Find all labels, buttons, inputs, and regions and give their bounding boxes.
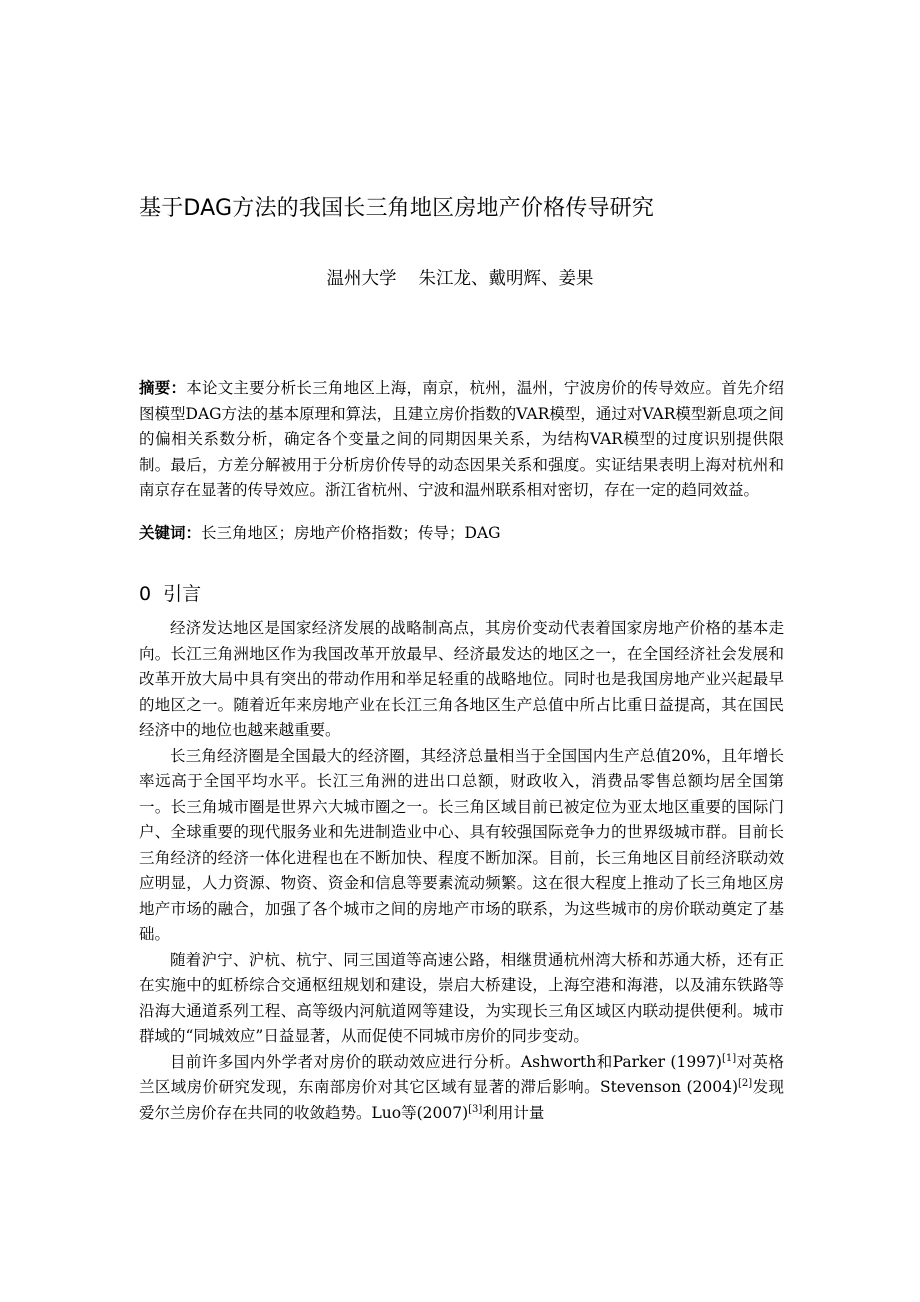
citation-3: [3] <box>468 1103 483 1115</box>
paragraph-4 <box>139 1050 784 1127</box>
keywords-text: 长三角地区；房地产价格指数；传导；DAG <box>201 524 501 542</box>
citation-2: [2] <box>738 1078 753 1089</box>
paragraph-4-text-c: 发现爱尔兰房价存在共同的收敛趋势。Luo等(2007) <box>139 1078 784 1122</box>
abstract <box>139 376 784 504</box>
abstract-label: 摘要： <box>139 379 187 397</box>
paper-title: 基于DAG方法的我国长三角地区房地产价格传导研究 <box>139 196 655 221</box>
paragraph-2: 长三角经济圈是全国最大的经济圈，其经济总量相当于全国国内生产总值20%，且年增长率远高于全国平均水平。长江三角洲的进出口总额，财政收入，消费品零售总额均居全国第一。长三角城市圈是世界六大城市圈之一。长三角区域目前已被定位为亚太地区重要的国际门户、全球重要的现代服务业和先进制造业中心、具有较强国际竞争力的世界级城市群。目前长三角经济的经济一体化进程也在不断加快、程度不断加深。目前，长三角地区目前经济联动效应明显，人力资源、物资、资金和信息等要素流动频繁。这在很大程度上推动了长三角地区房地产市场的融合，加强了各个城市之间的房地产市场的联系，为这些城市的房价联动奠定了基础。 <box>139 746 784 943</box>
paragraph-4-text-a: 目前许多国内外学者对房价的联动效应进行分析。Ashworth和Parker (1997) <box>170 1052 722 1071</box>
section-title: 引言 <box>163 583 202 605</box>
paragraph-4-text-b: 对英格兰区域房价研究发现，东南部房价对其它区域有显著的滞后影响。Stevenson (2004) <box>139 1052 784 1096</box>
section-heading <box>139 580 201 608</box>
paragraph-4-text-d: 利用计量 <box>482 1103 545 1122</box>
section-number: 0 <box>139 583 152 605</box>
author-affiliation: 温州大学 <box>326 269 397 289</box>
author-line <box>0 265 920 293</box>
keywords <box>139 521 784 547</box>
body-text <box>139 616 784 1126</box>
abstract-text: 本论文主要分析长三角地区上海，南京，杭州，温州，宁波房价的传导效应。首先介绍图模型DAG方法的基本原理和算法，且建立房价指数的VAR模型，通过对VAR模型新息项之间的偏相关系数分析，确定各个变量之间的同期因果关系，为结构VAR模型的过度识别提供限制。最后，方差分解被用于分析房价传导的动态因果关系和强度。实证结果表明上海对杭州和南京存在显著的传导效应。浙江省杭州、宁波和温州联系相对密切，存在一定的趋同效益。 <box>139 379 784 499</box>
citation-1: [1] <box>721 1052 737 1064</box>
paragraph-1: 经济发达地区是国家经济发展的战略制高点，其房价变动代表着国家房地产价格的基本走向。长江三角洲地区作为我国改革开放最早、经济最发达的地区之一，在全国经济社会发展和改革开放大局中具有突出的带动作用和举足轻重的战略地位。同时也是我国房地产业兴起最早的地区之一。随着近年来房地产业在长江三角各地区生产总值中所占比重日益提高，其在国民经济中的地位也越来越重要。 <box>139 619 784 739</box>
author-names: 朱江龙、戴明辉、姜果 <box>418 269 594 289</box>
paragraph-3: 随着沪宁、沪杭、杭宁、同三国道等高速公路，相继贯通杭州湾大桥和苏通大桥，还有正在实施中的虹桥综合交通枢纽规划和建设，崇启大桥建设，上海空港和海港，以及浦东铁路等沿海大通道系列工程、高等级内河航道网等建设，为实现长三角区域区内联动提供便利。城市群域的“同城效应”日益显著，从而促使不同城市房价的同步变动。 <box>139 950 784 1045</box>
keywords-label: 关键词： <box>139 524 202 542</box>
